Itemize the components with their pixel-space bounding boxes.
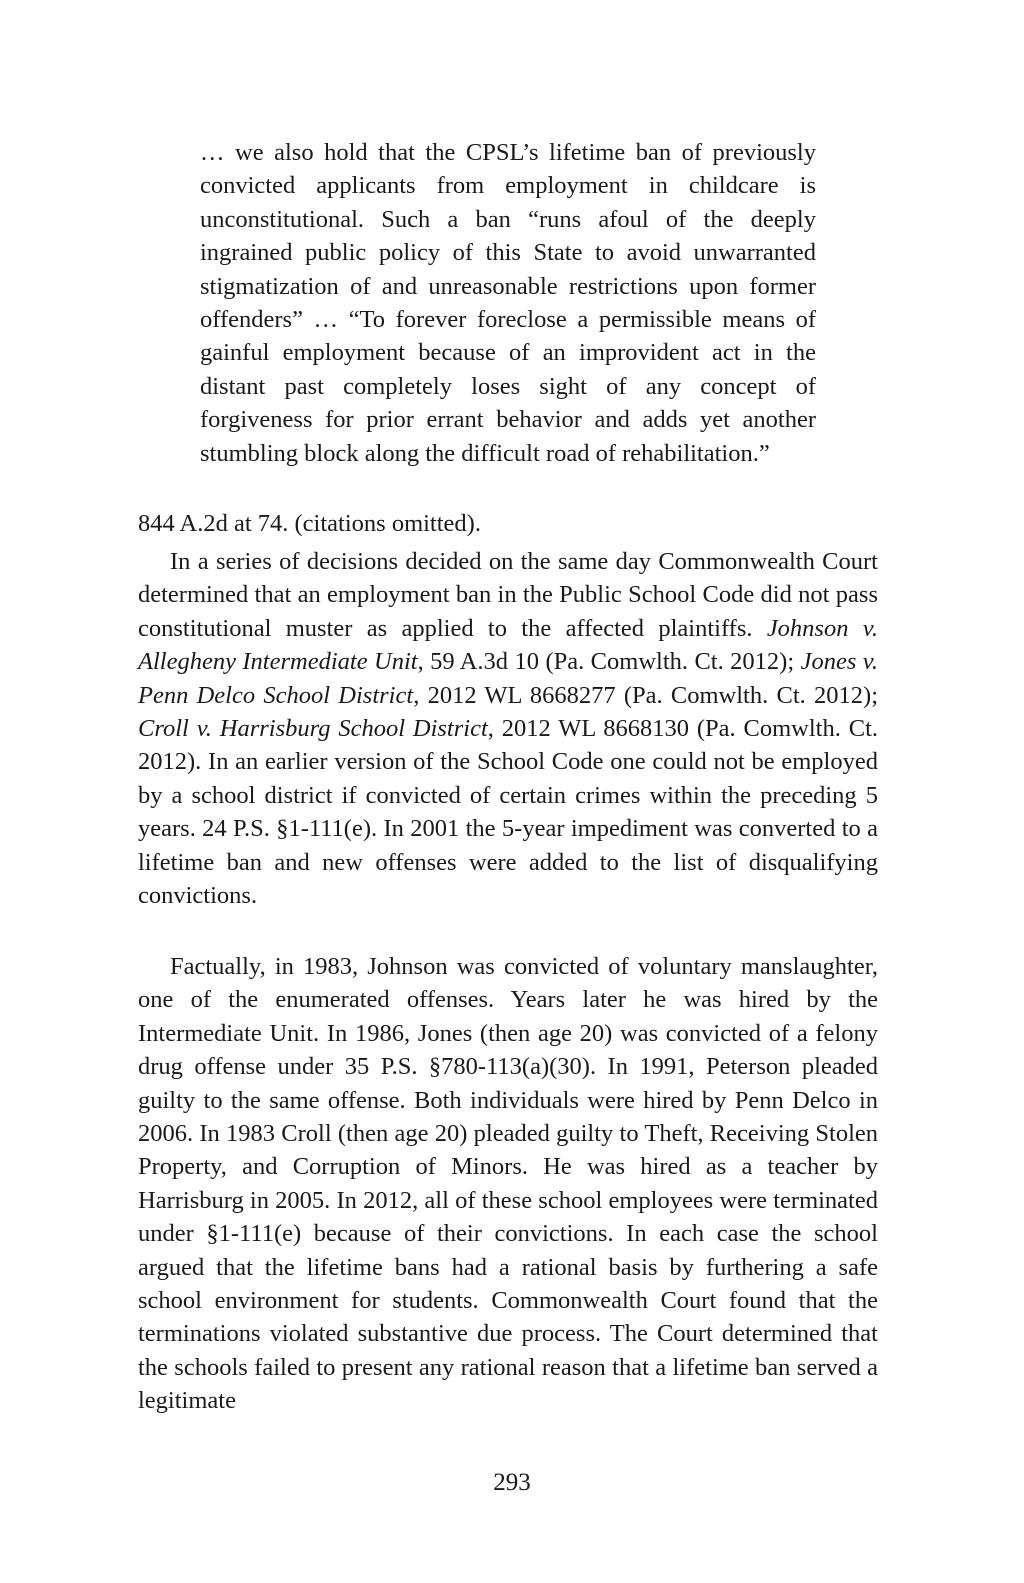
case-citation: , 2012 WL 8668277 (Pa. Comwlth. Ct. 2012); — [413, 681, 879, 709]
block-quote: … we also hold that the CPSL’s lifetime ban of previously convicted applicants from employment in childcare is unconstitutional. Such a ban “runs afoul of the deeply ingrained public policy of this State to avoid unwarranted stigmatization of and unreasonable restrictions upon former offenders” … “To forever foreclose a permissible means of gainful employment because of an improvident act in the distant past completely loses sight of any concept of forgiveness for prior errant behavior and adds yet another stumbling block along the difficult road of rehabilitation.” — [200, 139, 816, 467]
case-name: Johnson v. Allegheny Intermediate Unit — [138, 614, 878, 676]
body-paragraph — [138, 545, 878, 912]
case-citation: , 2012 WL 8668130 (Pa. Comwlth. Ct. 2012). — [138, 715, 879, 776]
paragraph-rest: In an earlier version of the School Code one could not be employed by a school district if convicted of certain crimes within the preceding 5 years. 24 P.S. §1-111(e). In 2001 the 5-year impediment was converted to a lifetime ban and new offenses were added to the list of disqualifying convictions. — [138, 748, 878, 910]
quote-citation: 844 A.2d at 74. (citations omitted). — [138, 510, 481, 537]
page-number: 293 — [493, 1469, 531, 1496]
body-paragraph: Factually, in 1983, Johnson was convicted of voluntary manslaughter, one of the enumerated offenses. Years later he was hired by the Intermediate Unit. In 1986, Jones (then age 20) was convicted of a felony drug offense under 35 P.S. §780-113(a)(30). In 1991, Peterson pleaded guilty to the same offense. Both individuals were hired by Penn Delco in 2006. In 1983 Croll (then age 20) pleaded guilty to Theft, Receiving Stolen Property, and Corruption of Minors. He was hired as a teacher by Harrisburg in 2005. In 2012, all of these school employees were terminated under §1-111(e) because of their convictions. In each case the school argued that the lifetime bans had a rational basis by furthering a safe school environment for students. Commonwealth Court found that the terminations violated substantive due process. The Court determined that the schools failed to present any rational reason that a lifetime ban served a legitimate — [138, 953, 878, 1415]
case-name: Croll v. Harrisburg School District — [138, 715, 488, 743]
paragraph-intro: In a series of decisions decided on the same day Commonwealth Court determined that an employment ban in the Public School Code did not pass constitutional muster as applied to the affected plaintiffs. — [138, 548, 878, 642]
case-name: Jones v. Penn Delco School District — [138, 648, 878, 709]
case-citation: , 59 A.3d 10 (Pa. Comwlth. Ct. 2012); — [417, 648, 801, 676]
